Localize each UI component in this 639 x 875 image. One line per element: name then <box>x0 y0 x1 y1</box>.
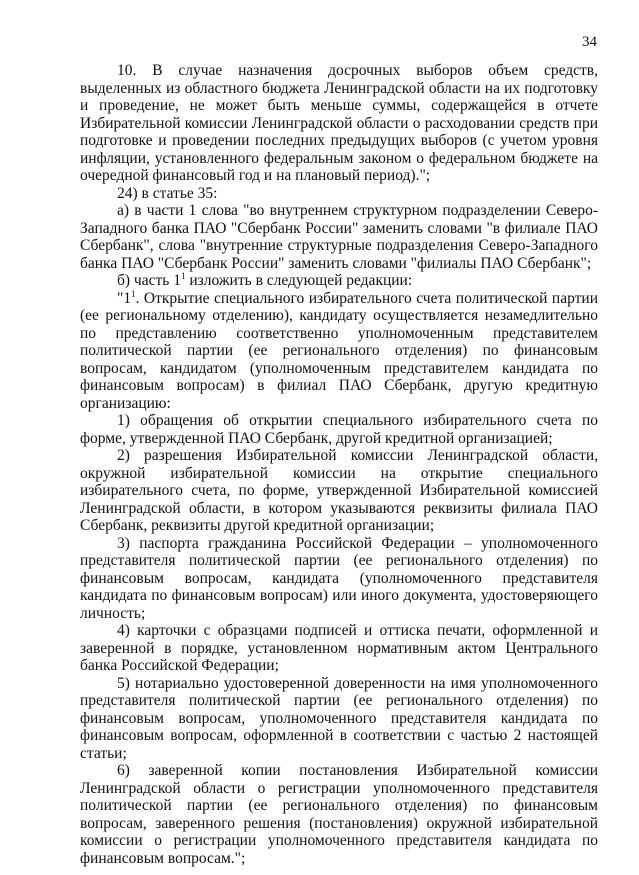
paragraph-10: 10. В случае назначения досрочных выборов объем средств, выделенных из областного бюджета Ленинградской области на их подготовку и проведение, не может быть меньше суммы, содержащейся в отчете Избирательной комиссии Ленинградской области о расходовании средств при подготовке и проведении последних предыдущих выборов (с учетом уровня инфляции, установленного федеральным законом о федеральном бюджете на очередной финансовый год и на плановый период)."; <box>80 62 598 184</box>
document-body <box>80 62 598 867</box>
paragraph-part-1-1 <box>80 290 598 413</box>
paragraph-part-1-1-text: Открытие специального избирательного счета политической партии (ее региональному отделению), кандидату осуществляется незамедлительно по представлению соответственно уполномоченным представителем политической партии (ее регионального отделения) по финансовым вопросам, кандидатом (уполномоченным представителем кандидата по финансовым вопросам) в филиал ПАО Сбербанк, другую кредитную организацию: <box>80 289 598 412</box>
paragraph-item-b-text: б) часть 1 <box>117 272 181 289</box>
list-item-4: 4) карточки с образцами подписей и оттиска печати, оформленной и заверенной в порядке, установленном нормативным актом Центрального банка Российской Федерации; <box>80 622 598 674</box>
superscript-one: 1 <box>131 288 136 299</box>
list-item-3: 3) паспорта гражданина Российской Федерации – уполномоченного представителя политической партии (ее регионального отделения) по финансовым вопросам, кандидата (уполномоченного представителя кандидата по финансовым вопросам) или иного документа, удостоверяющего личность; <box>80 534 598 622</box>
paragraph-item-b <box>80 272 598 290</box>
paragraph-item-a: а) в части 1 слова "во внутреннем структурном подразделении Северо-Западного банка ПАО "Сбербанк России" заменить словами "в филиале ПАО Сбербанк", слова "внутренние структурные подразделения Северо-Западного банка ПАО "Сбербанк России" заменить словами "филиалы ПАО Сбербанк"; <box>80 202 598 272</box>
paragraph-item-b-tail: изложить в следующей редакции: <box>185 272 413 289</box>
page-number: 34 <box>582 34 597 50</box>
superscript-one: 1 <box>180 271 186 281</box>
paragraph-item-24: 24) в статье 35: <box>117 184 218 202</box>
list-item-2: 2) разрешения Избирательной комиссии Ленинградской области, окружной избирательной комиссии на открытие специального избирательного счета, по форме, утвержденной Избирательной комиссией Ленинградской области, в котором указываются реквизиты филиала ПАО Сбербанк, реквизиты другой кредитной организации; <box>80 447 598 534</box>
quote-dot: . <box>135 289 144 307</box>
list-item-6: 6) заверенной копии постановления Избирательной комиссии Ленинградской области о регистрации уполномоченного представителя политической партии (ее регионального отделения) по финансовым вопросам, заверенного решения (постановления) окружной избирательной комиссии о регистрации уполномоченного представителя кандидата по финансовым вопросам."; <box>80 762 598 867</box>
list-item-1: 1) обращения об открытии специального избирательного счета по форме, утвержденной ПАО Сбербанк, другой кредитной организацией; <box>80 412 598 447</box>
quote-open-number: "1 <box>117 289 132 307</box>
list-item-5: 5) нотариально удостоверенной доверенности на имя уполномоченного представителя политической партии (ее регионального отделения) по финансовым вопросам, уполномоченного представителя кандидата по финансовым вопросам, оформленной в соответствии с частью 2 настоящей статьи; <box>80 674 598 762</box>
